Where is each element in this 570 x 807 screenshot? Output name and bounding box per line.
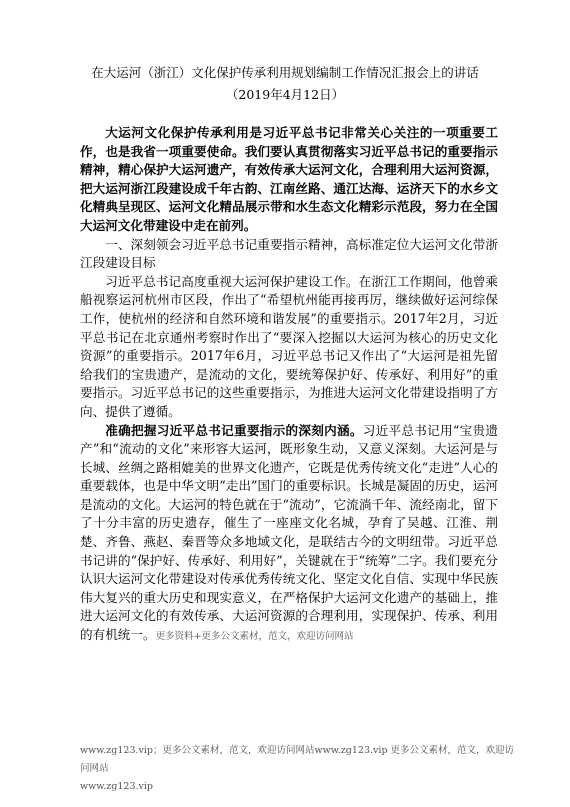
- watermark-line-1: www.zg123.vip；更多公文素材，范文，欢迎访问网站www.zg123.vip 更多公文素材，范文，欢迎访问网站: [80, 745, 515, 774]
- paragraph-instructions: 习近平总书记高度重视大运河保护建设工作。在浙江工作期间，他曾乘船视察运河杭州市区段，作出了“希望杭州能再接再厉，继续做好运河综保工作，使杭州的经济和自然环境和谐发展”的重要指示。2017年2月，习近平总书记在北京通州考察时作出了“要深入挖掘以大运河为核心的历史文化资源”的重要指示。2017年6月，习近平总书记又作出了“大运河是祖先留给我们的宝贵遗产，是流动的文化，要统筹保护好、传承好、利用好”的重要指示。习近平总书记的这些重要指示，为推进大运河文化带建设指明了方向、提供了遵循。: [80, 273, 498, 419]
- document-date: （2019年4月12日）: [225, 87, 345, 102]
- paragraph-lead-bold: 准确把握习近平总书记重要指示的深刻内涵。: [105, 422, 363, 438]
- section-heading-1: 一、深刻领会习近平总书记重要指示精神，高标准定位大运河文化带浙江段建设目标: [80, 236, 498, 271]
- document-body: [80, 124, 498, 646]
- paragraph-connotation: [80, 422, 498, 647]
- paragraph-intro: 大运河文化保护传承利用是习近平总书记非常关心关注的一项重要工作，也是我省一项重要使命。我们要认真贯彻落实习近平总书记的重要指示精神，精心保护大运河遗产，有效传承大运河文化，合理利用大运河资源，把大运河浙江段建设成千年古韵、江南丝路、通江达海、运济天下的水乡文化精典呈现区、运河文化精品展示带和水生态文化精彩示范段，努力在全国大运河文化带建设中走在前列。: [80, 125, 498, 233]
- paragraph-connotation-text: 习近平总书记用“宝贵遗产”和“流动的文化”来形容大运河，既形象生动，又意义深刻。大运河是与长城、丝绸之路相媲美的世界文化遗产，它既是优秀传统文化“走进”人心的重要载体，也是中华文明“走出”国门的重要标识。长城是凝固的历史，运河是流动的文化。大运河的特色就在于“流动”，它流淌千年、流经南北，留下了十分丰富的历史遗存，催生了一座座文化名城，孕育了吴越、江淮、荆楚、齐鲁、燕赵、秦晋等众多地域文化，是联结古今的文明纽带。习近平总书记讲的“保护好、传承好、利用好”，关键就在于“统筹”二字。我们要充分认识大运河文化带建设对传承优秀传统文化、坚定文化自信、实现中华民族伟大复兴的重大历史和现实意义，在严格保护大运河文化遗产的基础上，推进大运河文化的有效传承、大运河资源的合理利用，实现保护、传承、利用的有机统一。: [80, 422, 498, 643]
- watermark-line-2: www.zg123.vip: [80, 781, 154, 792]
- document-title: 在大运河（浙江）文化保护传承利用规划编制工作情况汇报会上的讲话: [91, 65, 479, 80]
- document-header: [40, 62, 530, 106]
- watermark-footer: [80, 742, 520, 796]
- watermark-inline: 更多资料+更多公文素材，范文，欢迎访问网站: [155, 631, 354, 643]
